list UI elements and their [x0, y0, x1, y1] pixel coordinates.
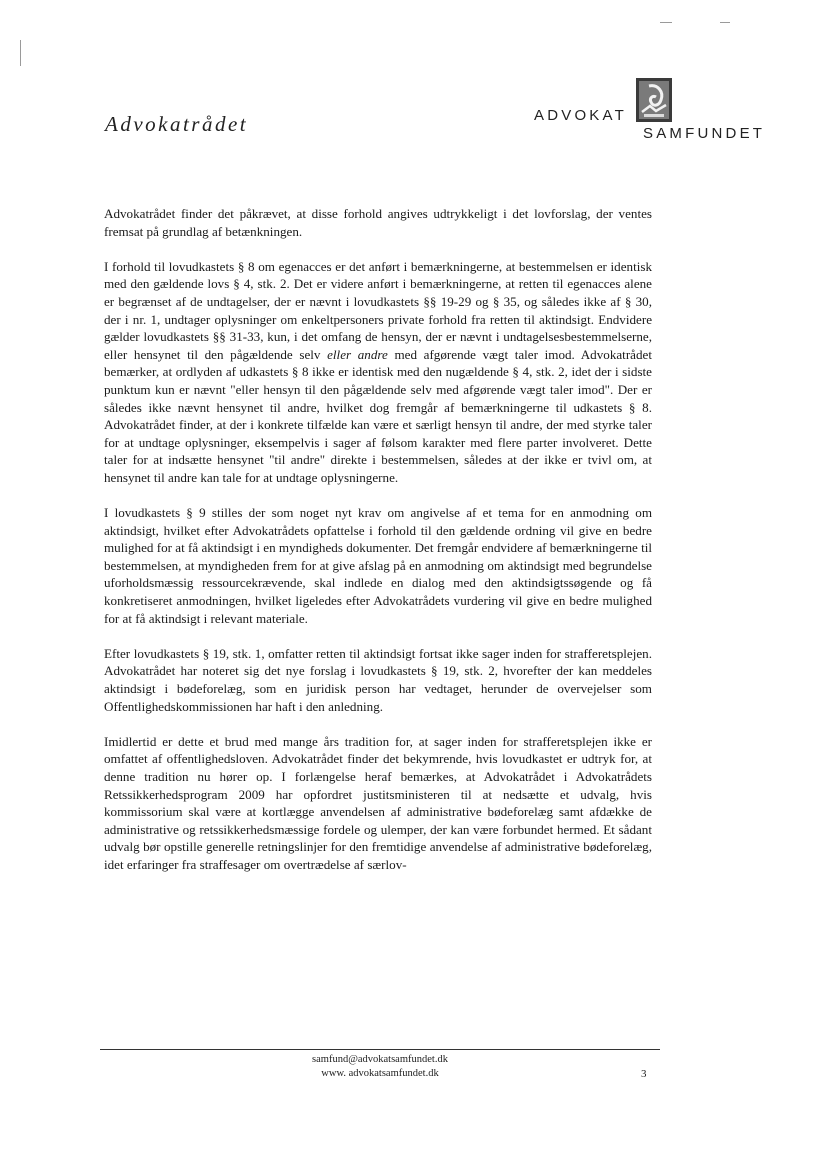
footer-divider — [100, 1049, 660, 1050]
paragraph-text: med afgørende vægt taler imod. Advokatrådet bemærker, at ordlyden af udkastets § 8 ikke er identisk med den nugældende § 4, stk. 2, idet der i sidste punktum kun er nævnt "eller hensyn til den pågældende selv med afgørende vægt taler imod". Der er således ikke nævnt hensynet til andre, hvilket dog fremgår af bemærkningerne til udkastets § 8. Advokatrådet finder, at der i konkrete tilfælde kan være et særligt hensyn til andre, der med styrke taler for at undtage oplysninger, eksempelvis i sager af følsom karakter med flere parter involveret. Dette taler for at indsætte hensynet "til andre" direkte i bestemmelsen, således at der ikke er tvivl om, at hensynet til andre kan tale for at undtage oplysningerne. — [104, 346, 652, 485]
header-org-name: Advokatrådet — [105, 112, 249, 136]
logo-word-samfundet: SAMFUNDET — [643, 125, 766, 142]
paragraph-text: I forhold til lovudkastets § 8 om egenacces er det anført i bemærkningerne, at bestemmelsen er identisk med den gældende lovs § 4, stk. 2. Det er videre anført i bemærkningerne, at retten til egenacces alene er begrænset af de undtagelser, der er nævnt i lovudkastets §§ 19-29 og § 35, og således ikke af § 30, der i nr. 1, undtager oplysninger om enkeltpersoners private forhold fra retten til aktindsigt. Endvidere gælder lovudkastets §§ 31-33, kun, i det omfang de hensyn, der er nævnt i undtagelsesbestemmelserne, eller hensynet til den pågældende selv — [104, 258, 652, 362]
paragraph: Efter lovudkastets § 19, stk. 1, omfatter retten til aktindsigt fortsat ikke sager inden for strafferetsplejen. Advokatrådet har noteret sig det nye forslag i lovudkastets § 19, stk. 2, hvorefter der kan meddeles aktindsigt i bødeforelæg, som en juridisk person har vedtaget, herunder de overvejelser som Offentlighedskommissionen har haft i den anledning. — [104, 645, 652, 714]
emphasis-text: eller andre — [327, 346, 388, 362]
advokatsamfundet-logo-icon — [636, 78, 672, 122]
footer-email: samfund@advokatsamfundet.dk — [312, 1054, 448, 1065]
page-number: 3 — [641, 1068, 647, 1080]
logo-word-advokat: ADVOKAT — [534, 107, 627, 124]
scan-artifact-mark — [20, 40, 21, 66]
scan-artifact-mark — [660, 22, 672, 23]
paragraph: Advokatrådet finder det påkrævet, at disse forhold angives udtrykkeligt i det lovforslag, der ventes fremsat på grundlag af betænkningen. — [104, 206, 652, 239]
letter-body — [104, 205, 652, 891]
scan-artifact-mark — [720, 22, 730, 23]
paragraph: Imidlertid er dette et brud med mange års tradition for, at sager inden for strafferetsplejen ikke er omfattet af offentlighedsloven. Advokatrådet finder det bekymrende, hvis lovudkastet er udtryk for, at denne tradition nu hører op. I forlængelse heraf bemærkes, at Advokatrådet i Advokatrådets Retssikkerhedsprogram 2009 har opfordret justitsministeren til at nedsætte et udvalg, hvis kommissorium skal være at kortlægge anvendelsen af administrative bødeforelæg samt afdække de administrative og retssikkerhedsmæssige fordele og ulemper, der kan være forbundet hermed. Et sådant udvalg bør opstille generelle retningslinjer for den fremtidige anvendelse af administrative bødeforelæg, idet erfaringer fra straffesager om overtrædelse af særlov- — [104, 733, 652, 872]
paragraph — [104, 258, 652, 487]
footer-website: www. advokatsamfundet.dk — [321, 1068, 439, 1079]
paragraph: I lovudkastets § 9 stilles der som noget nyt krav om angivelse af et tema for en anmodning om aktindsigt, hvilket efter Advokatrådets opfattelse i forhold til den gældende ordning vil give en bedre mulighed for at få aktindsigt i en myndigheds dokumenter. Det fremgår endvidere af bemærkningerne til bestemmelsen, at myndigheden frem for at give afslag på en anmodning om aktindsigt med begrundelse uforholdsmæssig ressourcekrævende, skal indlede en dialog med den aktindsigtssøgende og få konkretiseret anmodningen, hvilket ligeledes efter Advokatrådets vurdering vil give en bedre mulighed for at få aktindsigt i relevant materiale. — [104, 505, 652, 626]
